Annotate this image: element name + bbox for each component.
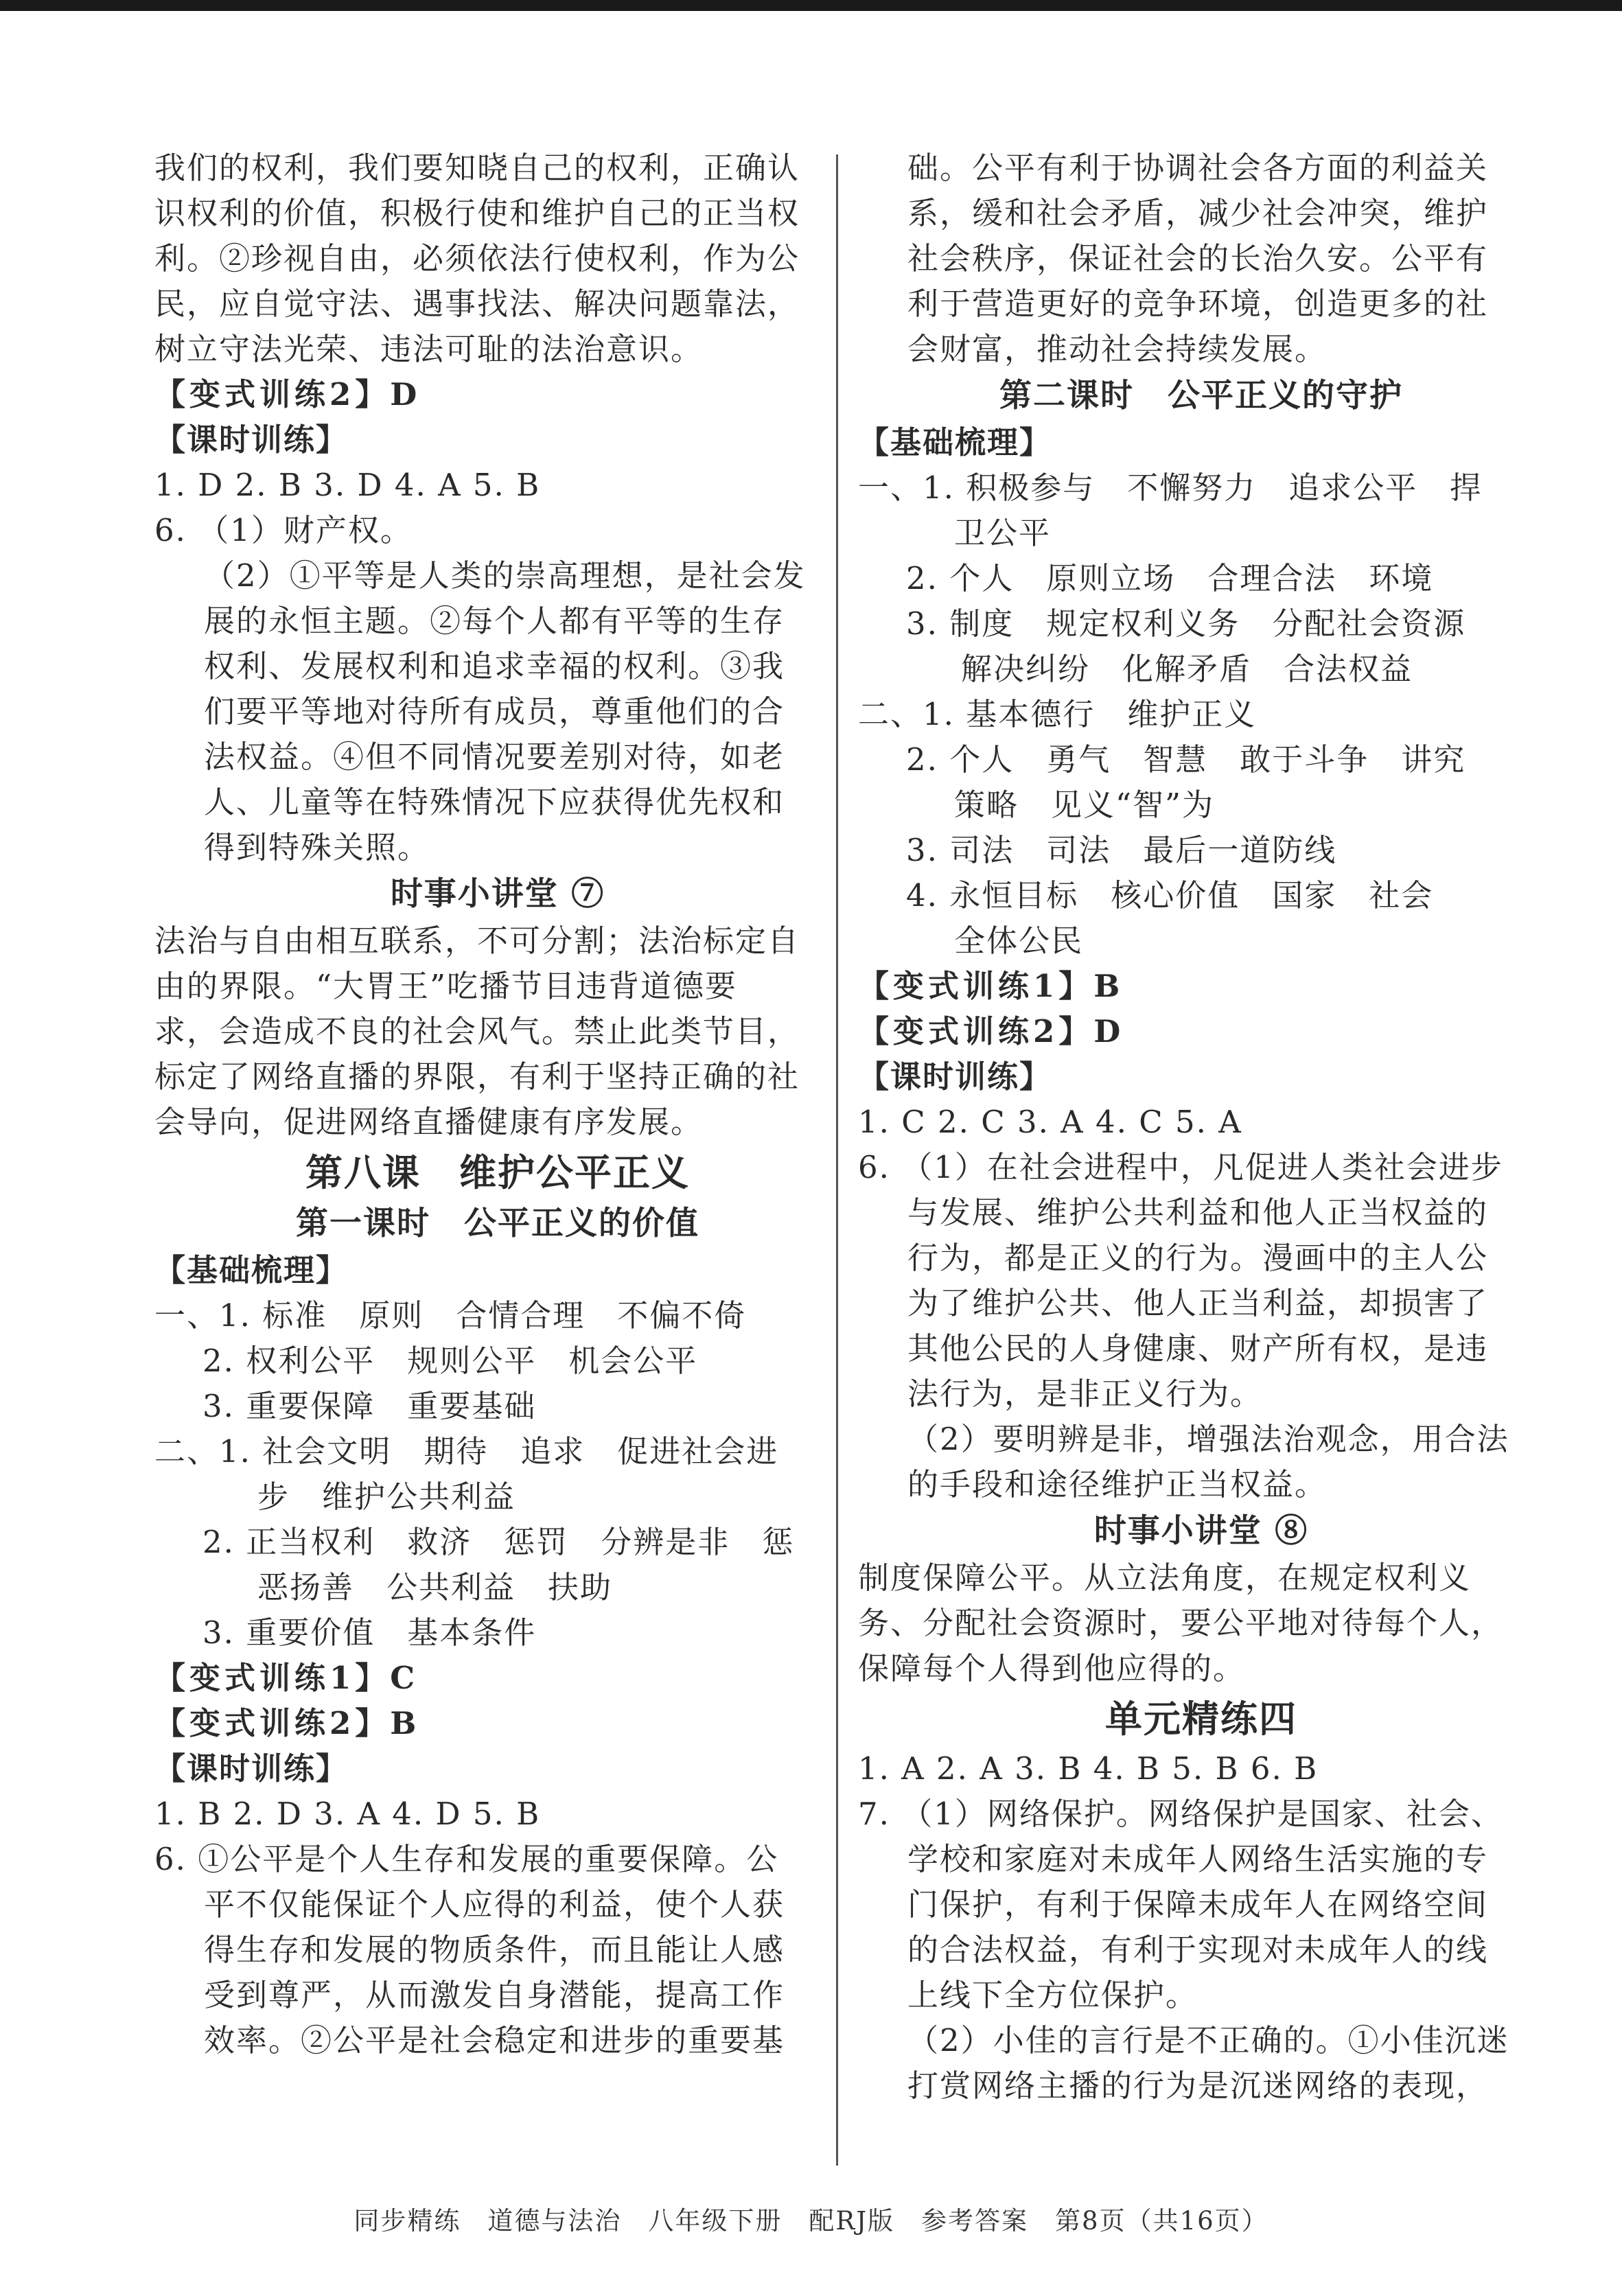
text-line: 行为，都是正义的行为。漫画中的主人公 [907,1240,1489,1276]
text-line: 会导向，促进网络直播健康有序发展。 [154,1104,704,1140]
section-heading: 第二课时 公平正义的守护 [999,377,1403,415]
text-line: 1. B 2. D 3. A 4. D 5. B [154,1796,541,1832]
text-line: 得到特殊关照。 [204,829,430,866]
text-line: 保障每个人得到他应得的。 [858,1650,1246,1686]
text-line: 2. 权利公平 规则公平 机会公平 [202,1343,698,1379]
text-line: 二、1. 社会文明 期待 追求 促进社会进 [154,1433,779,1470]
text-line: 恶扬善 公共利益 扶助 [257,1569,613,1605]
text-line: 6. （1）在社会进程中，凡促进人类社会进步 [858,1149,1503,1185]
text-line: 全体公民 [954,923,1084,959]
text-line: 制度保障公平。从立法角度，在规定权利义 [858,1559,1472,1596]
text-line: 一、1. 标准 原则 合情合理 不偏不倚 [154,1297,747,1334]
text-line: （2）要明辨是非，增强法治观念，用合法 [907,1421,1509,1457]
text-line: 求，会造成不良的社会风气。禁止此类节目， [154,1013,800,1050]
text-line: 展的永恒主题。②每个人都有平等的生存 [204,603,785,639]
section-heading: 单元精练四 [1105,1697,1297,1741]
exercise-label: 【课时训练】 [154,421,349,458]
section-heading: 第八课 维护公平正义 [305,1150,690,1194]
text-line: 础。公平有利于协调社会各方面的利益关 [907,150,1489,186]
text-line: 3. 制度 规定权利义务 分配社会资源 [906,605,1466,642]
text-line: 1. A 2. A 3. B 4. B 5. B 6. B [858,1750,1319,1787]
text-line: 3. 重要保障 重要基础 [202,1388,537,1424]
text-line: 3. 重要价值 基本条件 [202,1614,537,1651]
text-line: 受到尊严，从而激发自身潜能，提高工作 [204,1977,785,2013]
text-line: 社会秩序，保证社会的长治久安。公平有 [907,240,1489,277]
text-line: 其他公民的人身健康、财产所有权，是违 [907,1330,1489,1367]
exercise-label: 【变式训练1】C [154,1660,419,1696]
text-line: 与发展、维护公共利益和他人正当权益的 [907,1194,1489,1231]
section-heading: 时事小讲堂 ⑦ [390,875,605,913]
text-line: 的合法权益，有利于实现对未成年人的线 [907,1932,1489,1968]
top-rule [0,0,1622,11]
text-line: 的手段和途径维护正当权益。 [907,1466,1328,1503]
section-heading: 时事小讲堂 ⑧ [1093,1512,1309,1550]
text-line: 打赏网络主播的行为是沉迷网络的表现， [907,2067,1489,2104]
text-line: 们要平等地对待所有成员，尊重他们的合 [204,693,785,730]
text-line: 2. 个人 原则立场 合理合法 环境 [906,560,1434,596]
text-line: 上线下全方位保护。 [907,1977,1198,2013]
text-line: （2）①平等是人类的崇高理想，是社会发 [204,557,806,594]
exercise-label: 【课时训练】 [858,1058,1052,1095]
text-line: 解决纠纷 化解矛盾 合法权益 [961,651,1413,687]
text-line: 2. 正当权利 救济 惩罚 分辨是非 惩 [202,1524,795,1560]
text-line: 平不仅能保证个人应得的利益，使个人获 [204,1886,785,1923]
exercise-label: 【基础梳理】 [154,1252,349,1288]
exercise-label: 【变式训练1】B [858,968,1124,1004]
text-line: 识权利的价值，积极行使和维护自己的正当权 [154,195,800,231]
text-line: 法治与自由相互联系，不可分割；法治标定自 [154,923,800,959]
text-line: 我们的权利，我们要知晓自己的权利，正确认 [154,150,800,186]
text-line: 树立守法光荣、违法可耻的法治意识。 [154,331,704,367]
text-line: 标定了网络直播的界限，有利于坚持正确的社 [154,1058,800,1095]
text-line: 法行为，是非正义行为。 [907,1376,1263,1412]
page-footer: 同步精练 道德与法治 八年级下册 配RJ版 参考答案 第8页（共16页） [354,2206,1268,2236]
text-line: 效率。②公平是社会稳定和进步的重要基 [204,2022,785,2059]
text-line: （2）小佳的言行是不正确的。①小佳沉迷 [907,2022,1509,2059]
section-heading: 第一课时 公平正义的价值 [296,1205,699,1242]
text-line: 利。②珍视自由，必须依法行使权利，作为公 [154,240,800,277]
text-line: 得生存和发展的物质条件，而且能让人感 [204,1932,785,1968]
text-line: 利于营造更好的竞争环境，创造更多的社 [907,286,1489,322]
text-line: 门保护，有利于保障未成年人在网络空间 [907,1886,1489,1923]
text-line: 会财富，推动社会持续发展。 [907,331,1328,367]
exercise-label: 【变式训练2】D [154,376,421,413]
text-line: 6. （1）财产权。 [154,512,413,548]
exercise-label: 【变式训练2】D [858,1013,1125,1050]
left-column [154,146,841,2063]
text-line: 6. ①公平是个人生存和发展的重要保障。公 [154,1841,779,1877]
exercise-label: 【课时训练】 [154,1750,349,1787]
text-line: 务、分配社会资源时，要公平地对待每个人， [858,1605,1504,1641]
text-line: 1. C 2. C 3. A 4. C 5. A [858,1104,1242,1140]
exercise-label: 【基础梳理】 [858,424,1052,461]
text-line: 系，缓和社会矛盾，减少社会冲突，维护 [907,195,1489,231]
text-line: 民，应自觉守法、遇事找法、解决问题靠法， [154,286,800,322]
text-line: 步 维护公共利益 [257,1479,516,1515]
text-line: 为了维护公共、他人正当利益，却损害了 [907,1285,1489,1321]
text-line: 卫公平 [954,515,1052,551]
text-line: 人、儿童等在特殊情况下应获得优先权和 [204,784,785,820]
text-line: 3. 司法 司法 最后一道防线 [906,832,1337,868]
text-line: 7. （1）网络保护。网络保护是国家、社会、 [858,1796,1503,1832]
text-line: 1. D 2. B 3. D 4. A 5. B [154,467,541,503]
text-line: 学校和家庭对未成年人网络生活实施的专 [907,1841,1489,1877]
text-line: 权利、发展权利和追求幸福的权利。③我 [204,648,785,684]
exercise-label: 【变式训练2】B [154,1705,421,1741]
text-line: 由的界限。“大胃王”吃播节目违背道德要 [154,968,738,1004]
text-line: 2. 个人 勇气 智慧 敢于斗争 讲究 [906,741,1466,778]
text-line: 4. 永恒目标 核心价值 国家 社会 [906,877,1434,914]
column-divider [836,154,838,2166]
right-column [858,146,1544,2109]
text-line: 一、1. 积极参与 不懈努力 追求公平 捍 [858,469,1483,506]
text-line: 法权益。④但不同情况要差别对待，如老 [204,739,785,775]
text-line: 策略 见义“智”为 [954,787,1215,823]
text-line: 二、1. 基本德行 维护正义 [858,696,1257,732]
